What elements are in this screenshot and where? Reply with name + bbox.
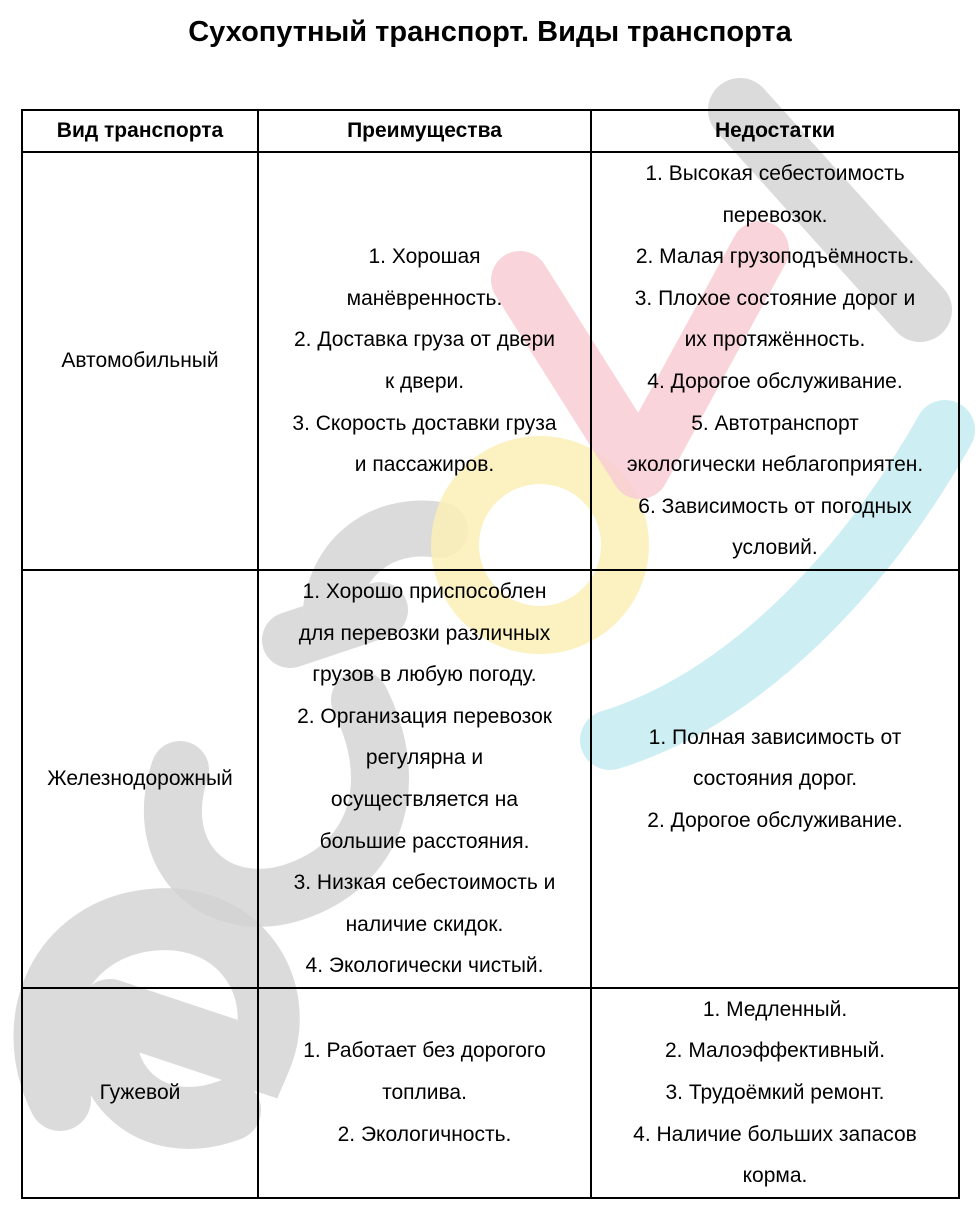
disadvantage-line: 5. Автотранспорт (691, 411, 859, 435)
advantage-line: 1. Работает без дорогого (303, 1039, 546, 1063)
header-transport-type: Вид транспорта (22, 110, 258, 152)
disadvantage-line: 4. Дорогое обслуживание. (647, 369, 903, 393)
advantage-line: регулярна и (365, 746, 484, 770)
disadvantage-line: 6. Зависимость от погодных (638, 494, 912, 518)
cell-advantages-horse-drawn (258, 988, 591, 1198)
advantage-line: осуществляется на (330, 787, 519, 811)
cell-type-automobile: Автомобильный (22, 152, 258, 570)
cell-disadvantages-automobile (591, 152, 959, 570)
advantage-line: 1. Хорошо приспособлен (302, 579, 547, 603)
cell-disadvantages-horse-drawn (591, 988, 959, 1198)
table-row-automobile (22, 152, 959, 570)
advantage-line: к двери. (384, 369, 465, 393)
advantage-line: большие расстояния. (319, 829, 530, 853)
disadvantage-line: 3. Трудоёмкий ремонт. (665, 1081, 885, 1105)
disadvantage-line: 3. Плохое состояние дорог и (634, 286, 916, 310)
disadvantage-line: экологически неблагоприятен. (626, 453, 924, 477)
disadvantage-line: условий. (732, 536, 818, 560)
advantage-line: 2. Экологичность. (337, 1122, 512, 1146)
header-advantages: Преимущества (258, 110, 591, 152)
advantage-line: 3. Низкая себестоимость и (293, 871, 556, 895)
advantage-line: и пассажиров. (354, 453, 495, 477)
advantage-line: грузов в любую погоду. (312, 663, 537, 687)
advantage-line: 3. Скорость доставки груза (292, 411, 557, 435)
disadvantage-line: 1. Медленный. (702, 997, 848, 1021)
page-title: Сухопутный транспорт. Виды транспорта (188, 16, 792, 48)
advantage-line: 2. Доставка груза от двери (293, 328, 556, 352)
advantage-line: наличие скидок. (345, 912, 504, 936)
cell-type-horse-drawn: Гужевой (22, 988, 258, 1198)
disadvantage-line: 2. Дорогое обслуживание. (647, 808, 903, 832)
advantage-line: манёвренность. (346, 286, 503, 310)
advantage-line: для перевозки различных (298, 621, 551, 645)
disadvantage-line: 2. Малая грузоподъёмность. (635, 245, 915, 269)
advantage-line: 4. Экологически чистый. (305, 954, 544, 978)
disadvantage-line: 1. Полная зависимость от (648, 725, 902, 749)
advantage-line: 1. Хорошая (368, 245, 481, 269)
header-disadvantages: Недостатки (591, 110, 959, 152)
disadvantage-line: 2. Малоэффективный. (664, 1039, 886, 1063)
cell-advantages-automobile (258, 152, 591, 570)
disadvantage-line: корма. (742, 1164, 808, 1188)
transport-table (21, 109, 960, 1199)
table-row-horse-drawn (22, 988, 959, 1198)
table-header-row (22, 110, 959, 152)
cell-type-railway: Железнодорожный (22, 570, 258, 988)
disadvantage-line: перевозок. (722, 203, 828, 227)
advantage-line: 2. Организация перевозок (297, 704, 552, 728)
disadvantage-line: их протяжённость. (684, 328, 866, 352)
disadvantage-line: 1. Высокая себестоимость (645, 162, 905, 185)
disadvantage-line: состояния дорог. (692, 767, 858, 791)
cell-advantages-railway (258, 570, 591, 988)
disadvantage-line: 4. Наличие больших запасов (633, 1122, 917, 1146)
cell-disadvantages-railway (591, 570, 959, 988)
advantage-line: топлива. (382, 1081, 467, 1105)
table-row-railway (22, 570, 959, 988)
